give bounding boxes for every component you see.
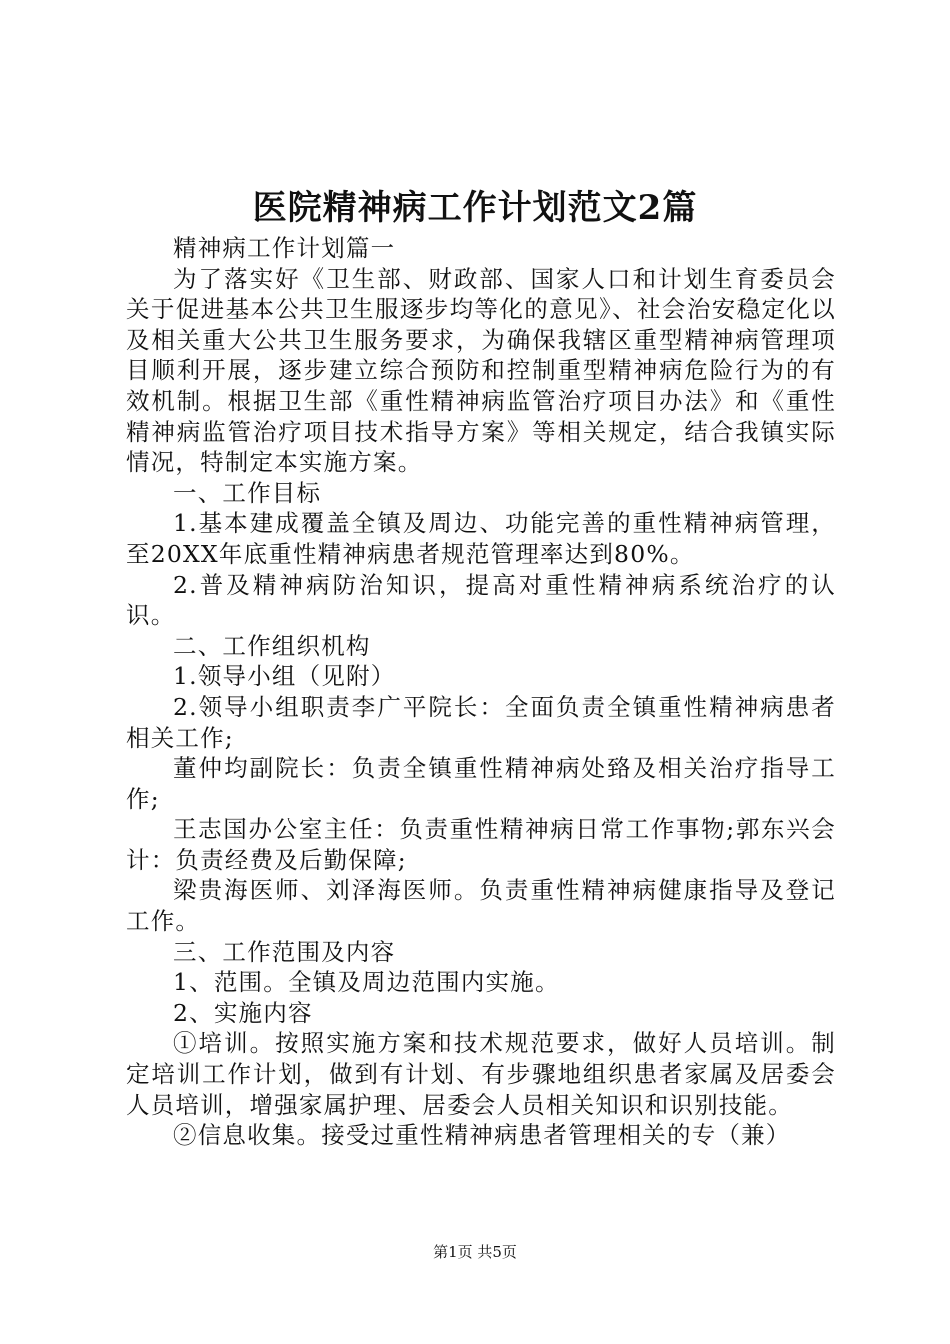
section-heading: 二、工作组织机构: [173, 631, 371, 660]
document-body: [126, 233, 836, 1151]
paragraph: 1、范围。全镇及周边范围内实施。: [173, 968, 560, 997]
paragraph: 2.普及精神病防治知识，提高对重性精神病系统治疗的认识。: [126, 570, 836, 630]
document-title: 医院精神病工作计划范文2篇: [252, 188, 698, 228]
paragraph: 为了落实好《卫生部、财政部、国家人口和计划生育委员会关于促进基本公共卫生服逐步均等化的意见》、社会治安稳定化以及相关重大公共卫生服务要求，为确保我辖区重型精神病管理项目顺利开展，逐步建立综合预防和控制重型精神病危险行为的有效机制。根据卫生部《重性精神病监管治疗项目办法》和《重性精神病监管治疗项目技术指导方案》等相关规定，结合我镇实际情况，特制定本实施方案。: [126, 264, 836, 477]
paragraph: ②信息收集。接受过重性精神病患者管理相关的专（兼）: [173, 1121, 791, 1150]
paragraph: 1.领导小组（见附）: [173, 662, 396, 691]
paragraph: 1.基本建成覆盖全镇及周边、功能完善的重性精神病管理，至20XX年底重性精神病患者规范管理率达到80%。: [126, 509, 836, 568]
paragraph: 2、实施内容: [173, 998, 313, 1027]
paragraph: 2.领导小组职责李广平院长：全面负责全镇重性精神病患者相关工作;: [126, 692, 836, 752]
paragraph: 梁贵海医师、刘泽海医师。负责重性精神病健康指导及登记工作。: [126, 876, 836, 936]
paragraph: 董仲均副院长：负责全镇重性精神病处臵及相关治疗指导工作;: [126, 754, 836, 813]
page-footer: 第1页 共5页: [433, 1243, 517, 1261]
paragraph: ①培训。按照实施方案和技术规范要求，做好人员培训。制定培训工作计划，做到有计划、有步骤地组织患者家属及居委会人员培训，增强家属护理、居委会人员相关知识和识别技能。: [126, 1029, 836, 1119]
section-heading: 一、工作目标: [173, 478, 322, 507]
section-heading: 三、工作范围及内容: [173, 937, 396, 966]
section-heading: 精神病工作计划篇一: [173, 234, 396, 262]
paragraph: 王志国办公室主任：负责重性精神病日常工作事物;郭东兴会计：负责经费及后勤保障;: [126, 815, 836, 874]
